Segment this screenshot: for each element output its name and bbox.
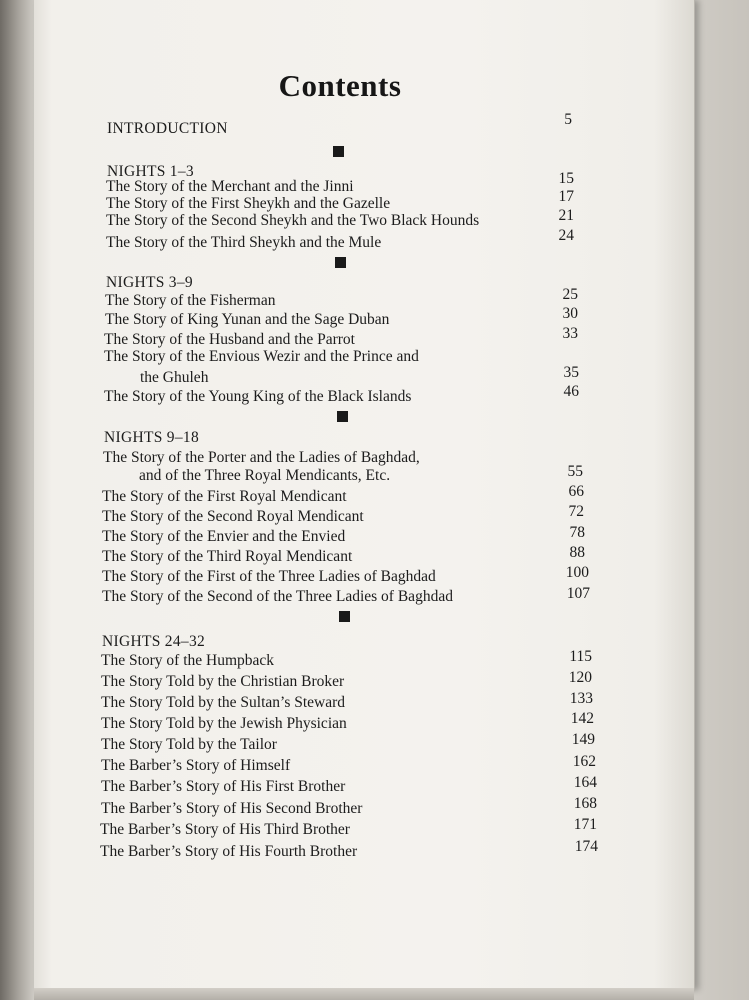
- toc-page-number: 174: [574, 838, 598, 855]
- toc-entry: The Story Told by the Christian Broker: [101, 673, 345, 690]
- toc-page-number: 78: [569, 524, 585, 541]
- toc-entry: The Story Told by the Jewish Physician: [101, 715, 347, 732]
- toc-page-number: 55: [567, 463, 583, 480]
- toc-page-number: 115: [569, 648, 592, 665]
- toc-entry: The Story of the Young King of the Black Islands: [104, 388, 412, 405]
- toc-page-number: 15: [558, 170, 574, 187]
- section-ornament: [335, 257, 346, 268]
- toc-entry: The Story of the Third Royal Mendicant: [102, 548, 353, 565]
- toc-page-number: 88: [569, 544, 585, 561]
- toc-entry: The Story of the Second of the Three Ladies of Baghdad: [102, 588, 453, 605]
- section-ornament: [337, 411, 348, 422]
- toc-entry-continuation: the Ghuleh: [140, 369, 209, 386]
- toc-page-number: 149: [571, 731, 595, 748]
- toc-page-number: 168: [573, 795, 597, 812]
- toc-page-number: 33: [562, 325, 578, 342]
- toc-page-number: 142: [570, 710, 594, 727]
- toc-entry: The Story of the Envious Wezir and the Prince and: [104, 348, 419, 365]
- toc-page-number: 24: [558, 227, 574, 244]
- section-heading: NIGHTS 24–32: [102, 633, 206, 650]
- toc-entry: The Story Told by the Sultan’s Steward: [101, 694, 346, 711]
- toc-entry: The Barber’s Story of Himself: [101, 757, 291, 774]
- toc-page-number: 21: [558, 207, 574, 224]
- introduction-label: INTRODUCTION: [107, 120, 228, 137]
- toc-page-number: 25: [562, 286, 578, 303]
- section-heading: NIGHTS 1–3: [107, 163, 194, 180]
- toc-entry: The Story of the Second Royal Mendicant: [102, 508, 364, 525]
- toc-page-number: 35: [563, 364, 579, 381]
- toc-entry: The Story of the Second Sheykh and the Two Black Hounds: [106, 212, 480, 229]
- toc-entry: The Story of the Humpback: [101, 652, 275, 669]
- page-title: Contents: [278, 68, 402, 103]
- toc-page-number: 30: [562, 305, 578, 322]
- toc-entry: The Story of the Fisherman: [105, 292, 276, 309]
- toc-page-number: 46: [563, 383, 579, 400]
- toc-entry: The Barber’s Story of His First Brother: [101, 778, 346, 795]
- toc-entry: The Barber’s Story of His Third Brother: [100, 821, 350, 838]
- toc-entry: The Barber’s Story of His Second Brother: [101, 800, 363, 817]
- toc-page-number: 66: [568, 483, 584, 500]
- toc-entry-continuation: and of the Three Royal Mendicants, Etc.: [139, 467, 391, 484]
- section-heading: NIGHTS 9–18: [104, 429, 200, 446]
- toc-page-number: 72: [568, 503, 584, 520]
- toc-page-number: 162: [572, 753, 596, 770]
- toc-page-number: 107: [566, 585, 590, 602]
- toc-entry: The Story of the Third Sheykh and the Mule: [106, 234, 382, 251]
- toc-entry: The Story of the Porter and the Ladies of Baghdad,: [103, 449, 420, 466]
- toc-entry: The Story of the Merchant and the Jinni: [106, 178, 354, 195]
- toc-page-number: 164: [573, 774, 597, 791]
- section-heading: NIGHTS 3–9: [106, 274, 193, 291]
- section-ornament: [339, 611, 350, 622]
- toc-entry: The Story Told by the Tailor: [101, 736, 277, 753]
- toc-entry: The Story of King Yunan and the Sage Duban: [105, 311, 390, 328]
- toc-entry: The Story of the First of the Three Ladies of Baghdad: [102, 568, 436, 585]
- toc-entry: The Barber’s Story of His Fourth Brother: [100, 843, 358, 860]
- toc-page-number: 17: [558, 188, 574, 205]
- introduction-page: 5: [564, 111, 572, 128]
- toc-page-number: 120: [568, 669, 592, 686]
- toc-entry: The Story of the Husband and the Parrot: [104, 331, 355, 348]
- section-ornament: [333, 146, 344, 157]
- toc-page-number: 133: [569, 690, 593, 707]
- toc-page-number: 100: [565, 564, 589, 581]
- toc-entry: The Story of the First Sheykh and the Gazelle: [106, 195, 391, 212]
- toc-entry: The Story of the Envier and the Envied: [102, 528, 346, 545]
- toc-page-number: 171: [573, 816, 597, 833]
- toc-entry: The Story of the First Royal Mendicant: [102, 488, 347, 505]
